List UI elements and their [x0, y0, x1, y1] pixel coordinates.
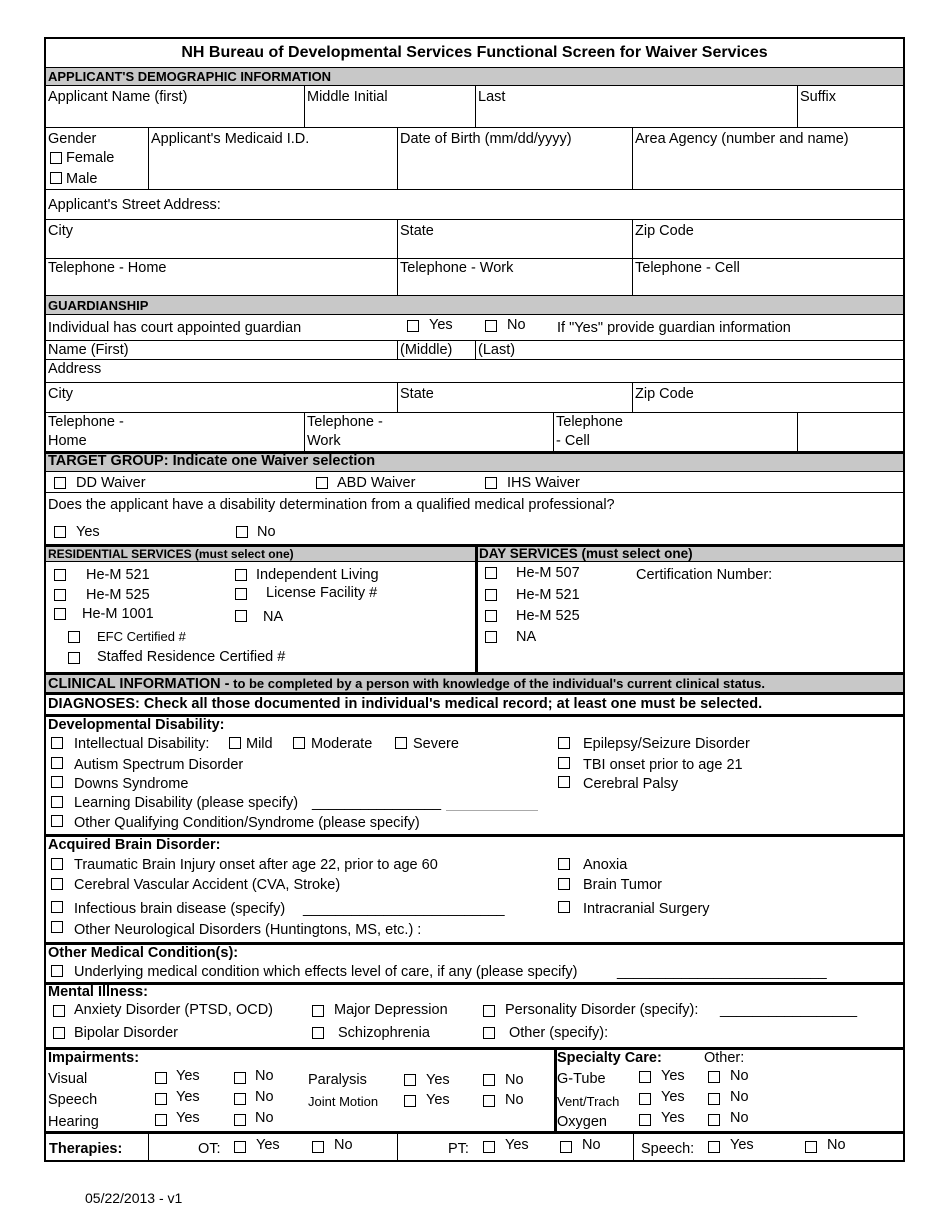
surgery-label: Intracranial Surgery	[583, 901, 710, 917]
res-na-checkbox[interactable]	[235, 610, 247, 622]
severe-label: Severe	[413, 736, 459, 752]
tbi-checkbox[interactable]	[51, 858, 63, 870]
day-cert-number-label: Certification Number:	[636, 567, 773, 583]
learning-specify-line[interactable]: ________________	[312, 795, 442, 811]
disability-no-checkbox[interactable]	[236, 526, 248, 538]
male-label: Male	[66, 171, 98, 187]
day-hem525-label: He-M 525	[516, 608, 580, 624]
infectious-specify-line[interactable]: _________________________	[303, 901, 505, 917]
res-license-checkbox[interactable]	[235, 588, 247, 600]
other-mental-label: Other (specify):	[509, 1025, 609, 1041]
pt-yes-checkbox[interactable]	[483, 1141, 495, 1153]
guardian-tel-cell-label-1: Telephone	[556, 414, 623, 430]
abd-waiver-checkbox[interactable]	[316, 477, 328, 489]
learning-label: Learning Disability (please specify)	[74, 795, 299, 811]
surgery-checkbox[interactable]	[558, 901, 570, 913]
middle-initial-label: Middle Initial	[307, 89, 388, 105]
guardian-no-checkbox[interactable]	[485, 320, 497, 332]
guardian-no-label: No	[507, 317, 526, 333]
oxygen-no-checkbox[interactable]	[708, 1114, 720, 1126]
cva-label: Cerebral Vascular Accident (CVA, Stroke)	[74, 877, 341, 893]
vent-no-label: No	[730, 1089, 749, 1105]
res-hem521-label: He-M 521	[86, 567, 150, 583]
tel-cell-label: Telephone - Cell	[635, 260, 740, 276]
oxygen-yes-checkbox[interactable]	[639, 1114, 651, 1126]
gtube-yes-checkbox[interactable]	[639, 1071, 651, 1083]
res-staffed-label: Staffed Residence Certified #	[97, 649, 286, 665]
schizo-label: Schizophrenia	[338, 1025, 430, 1041]
guardian-tel-home-label-2: Home	[48, 433, 87, 449]
speech-yes-checkbox-therapy[interactable]	[708, 1141, 720, 1153]
res-efc-checkbox[interactable]	[68, 631, 80, 643]
underlying-checkbox[interactable]	[51, 965, 63, 977]
tumor-checkbox[interactable]	[558, 878, 570, 890]
joint-no-label: No	[505, 1092, 524, 1108]
personality-label: Personality Disorder (specify):	[505, 1002, 699, 1018]
target-group-header: TARGET GROUP: Indicate one Waiver selection	[48, 453, 376, 469]
oxygen-yes-label: Yes	[661, 1110, 685, 1126]
day-na-label: NA	[516, 629, 537, 645]
other-mental-checkbox[interactable]	[483, 1027, 495, 1039]
ihs-waiver-checkbox[interactable]	[485, 477, 497, 489]
guardian-tel-work-label-1: Telephone -	[307, 414, 383, 430]
autism-label: Autism Spectrum Disorder	[74, 757, 244, 773]
specialty-care-header: Specialty Care:	[557, 1050, 662, 1066]
vent-yes-label: Yes	[661, 1089, 685, 1105]
hearing-label: Hearing	[48, 1114, 99, 1130]
guardian-city-label: City	[48, 386, 73, 402]
speech-therapy-label: Speech:	[641, 1141, 695, 1157]
res-na-label: NA	[263, 609, 284, 625]
autism-checkbox[interactable]	[51, 757, 63, 769]
tbi-label: Traumatic Brain Injury onset after age 22, prior to age 60	[74, 857, 438, 873]
guardian-last-label: (Last)	[478, 342, 516, 358]
pt-yes-label: Yes	[505, 1137, 529, 1153]
tbi21-label: TBI onset prior to age 21	[583, 757, 743, 773]
pt-label: PT:	[448, 1141, 469, 1157]
severe-checkbox[interactable]	[395, 737, 407, 749]
anxiety-checkbox[interactable]	[53, 1005, 65, 1017]
speech-therapy-no-label: No	[827, 1137, 846, 1153]
paralysis-no-label: No	[505, 1072, 524, 1088]
day-services-header: DAY SERVICES (must select one)	[479, 546, 693, 561]
guardian-tel-home-label-1: Telephone -	[48, 414, 124, 430]
has-guardian-label: Individual has court appointed guardian	[48, 320, 302, 336]
cva-checkbox[interactable]	[51, 878, 63, 890]
hearing-yes-checkbox[interactable]	[155, 1114, 167, 1126]
dd-waiver-label: DD Waiver	[76, 475, 146, 491]
guardian-yes-checkbox[interactable]	[407, 320, 419, 332]
joint-no-checkbox[interactable]	[483, 1095, 495, 1107]
speech-therapy-yes-label: Yes	[730, 1137, 754, 1153]
visual-no-checkbox[interactable]	[234, 1072, 246, 1084]
neuro-label: Other Neurological Disorders (Huntingtons, MS, etc.) :	[74, 922, 422, 938]
speech-yes-label: Yes	[176, 1089, 200, 1105]
therapies-label: Therapies:	[49, 1141, 123, 1157]
zip-label: Zip Code	[635, 223, 694, 239]
personality-checkbox[interactable]	[483, 1005, 495, 1017]
guardian-middle-label: (Middle)	[400, 342, 453, 358]
res-hem525-checkbox[interactable]	[54, 589, 66, 601]
suffix-label: Suffix	[800, 89, 837, 105]
anxiety-label: Anxiety Disorder (PTSD, OCD)	[74, 1002, 274, 1018]
disability-no-label: No	[257, 524, 276, 540]
clinical-header-rest: to be completed by a person with knowledge of the individual's current clinical status.	[229, 676, 765, 691]
ot-no-checkbox[interactable]	[312, 1141, 324, 1153]
ot-yes-checkbox[interactable]	[234, 1141, 246, 1153]
res-hem521-checkbox[interactable]	[54, 569, 66, 581]
clinical-header	[48, 675, 765, 693]
visual-yes-label: Yes	[176, 1068, 200, 1084]
guardian-yes-label: Yes	[429, 317, 453, 333]
personality-specify-line[interactable]: _________________	[720, 1002, 858, 1018]
depression-checkbox[interactable]	[312, 1005, 324, 1017]
gtube-label: G-Tube	[557, 1071, 606, 1087]
joint-motion-label: Joint Motion	[308, 1094, 379, 1109]
moderate-checkbox[interactable]	[293, 737, 305, 749]
impairments-header: Impairments:	[48, 1050, 140, 1066]
res-hem1001-checkbox[interactable]	[54, 608, 66, 620]
guardian-tel-cell-label-2: - Cell	[556, 433, 590, 449]
epilepsy-label: Epilepsy/Seizure Disorder	[583, 736, 750, 752]
speech-no-checkbox-therapy[interactable]	[805, 1141, 817, 1153]
hearing-no-label: No	[255, 1110, 274, 1126]
pt-no-checkbox[interactable]	[560, 1141, 572, 1153]
infectious-label: Infectious brain disease (specify)	[74, 901, 286, 917]
gender-label: Gender	[48, 131, 97, 147]
tel-work-label: Telephone - Work	[400, 260, 514, 276]
ot-yes-label: Yes	[256, 1137, 280, 1153]
learning-checkbox[interactable]	[51, 796, 63, 808]
day-hem507-label: He-M 507	[516, 565, 580, 581]
res-independent-checkbox[interactable]	[235, 569, 247, 581]
disability-yes-label: Yes	[76, 524, 100, 540]
guardianship-header-band	[46, 296, 903, 314]
state-label: State	[400, 223, 434, 239]
day-hem521-label: He-M 521	[516, 587, 580, 603]
hearing-no-checkbox[interactable]	[234, 1114, 246, 1126]
day-hem507-checkbox[interactable]	[485, 567, 497, 579]
first-name-label: Applicant Name (first)	[48, 89, 188, 105]
gtube-no-checkbox[interactable]	[708, 1071, 720, 1083]
female-label: Female	[66, 150, 115, 166]
disability-yes-checkbox[interactable]	[54, 526, 66, 538]
street-address-label: Applicant's Street Address:	[48, 197, 221, 213]
area-agency-label: Area Agency (number and name)	[635, 131, 849, 147]
brain-disorder-header: Acquired Brain Disorder:	[48, 837, 221, 853]
anoxia-label: Anoxia	[583, 857, 628, 873]
paralysis-yes-label: Yes	[426, 1072, 450, 1088]
visual-yes-checkbox[interactable]	[155, 1072, 167, 1084]
guardian-tel-work-label-2: Work	[307, 433, 341, 449]
day-hem521-checkbox[interactable]	[485, 589, 497, 601]
other-qualifying-checkbox[interactable]	[51, 815, 63, 827]
speech-no-checkbox[interactable]	[234, 1093, 246, 1105]
ot-no-label: No	[334, 1137, 353, 1153]
medicaid-id-label: Applicant's Medicaid I.D.	[151, 131, 310, 147]
gtube-no-label: No	[730, 1068, 749, 1084]
diagnoses-instruction: DIAGNOSES: Check all those documented in individual's medical record; at least one must be selected.	[48, 696, 763, 712]
paralysis-label: Paralysis	[308, 1072, 367, 1088]
form-title: NH Bureau of Developmental Services Functional Screen for Waiver Services	[181, 44, 768, 61]
schizo-checkbox[interactable]	[312, 1027, 324, 1039]
disability-determination-question: Does the applicant have a disability determination from a qualified medical professional?	[48, 497, 615, 513]
oxygen-no-label: No	[730, 1110, 749, 1126]
ihs-waiver-label: IHS Waiver	[507, 475, 580, 491]
underlying-label: Underlying medical condition which effects level of care, if any (please specify)	[74, 964, 578, 980]
moderate-label: Moderate	[311, 736, 373, 752]
mild-label: Mild	[246, 736, 273, 752]
demographics-header: APPLICANT'S DEMOGRAPHIC INFORMATION	[48, 69, 332, 84]
underlying-specify-line[interactable]: __________________________	[617, 964, 827, 980]
depression-label: Major Depression	[334, 1002, 448, 1018]
speech-yes-checkbox[interactable]	[155, 1093, 167, 1105]
city-label: City	[48, 223, 73, 239]
downs-label: Downs Syndrome	[74, 776, 189, 792]
guardian-zip-label: Zip Code	[635, 386, 694, 402]
dev-disability-header: Developmental Disability:	[48, 717, 225, 733]
joint-yes-label: Yes	[426, 1092, 450, 1108]
clinical-header-bold: CLINICAL INFORMATION -	[48, 676, 230, 692]
guardian-address-label: Address	[48, 361, 102, 377]
cp-label: Cerebral Palsy	[583, 776, 679, 792]
speech-no-label: No	[255, 1089, 274, 1105]
paralysis-no-checkbox[interactable]	[483, 1074, 495, 1086]
form-version-footer: 05/22/2013 - v1	[85, 1190, 183, 1206]
oxygen-label: Oxygen	[557, 1114, 607, 1130]
res-efc-label: EFC Certified #	[97, 629, 186, 644]
pt-no-label: No	[582, 1137, 601, 1153]
dob-label: Date of Birth (mm/dd/yyyy)	[400, 131, 572, 147]
joint-yes-checkbox[interactable]	[404, 1095, 416, 1107]
specialty-other-label: Other:	[704, 1050, 745, 1066]
intellectual-checkbox[interactable]	[51, 737, 63, 749]
guardian-first-name-label: Name (First)	[48, 342, 129, 358]
bipolar-checkbox[interactable]	[53, 1027, 65, 1039]
tbi21-checkbox[interactable]	[558, 757, 570, 769]
hearing-yes-label: Yes	[176, 1110, 200, 1126]
res-hem525-label: He-M 525	[86, 587, 150, 603]
res-staffed-checkbox[interactable]	[68, 652, 80, 664]
ot-label: OT:	[198, 1141, 221, 1157]
day-na-checkbox[interactable]	[485, 631, 497, 643]
mild-checkbox[interactable]	[229, 737, 241, 749]
infectious-checkbox[interactable]	[51, 901, 63, 913]
other-qualifying-label: Other Qualifying Condition/Syndrome (please specify)	[74, 815, 420, 831]
speech-impairment-label: Speech	[48, 1092, 98, 1108]
last-name-label: Last	[478, 89, 506, 105]
vent-no-checkbox[interactable]	[708, 1093, 720, 1105]
epilepsy-checkbox[interactable]	[558, 737, 570, 749]
guardian-if-yes-note: If "Yes" provide guardian information	[557, 320, 791, 336]
cp-checkbox[interactable]	[558, 776, 570, 788]
vent-label: Vent/Trach	[557, 1094, 620, 1109]
male-checkbox[interactable]	[50, 172, 62, 184]
tumor-label: Brain Tumor	[583, 877, 662, 893]
visual-no-label: No	[255, 1068, 274, 1084]
anoxia-checkbox[interactable]	[558, 858, 570, 870]
abd-waiver-label: ABD Waiver	[337, 475, 416, 491]
res-independent-label-2: License Facility #	[266, 585, 378, 601]
dd-waiver-checkbox[interactable]	[54, 477, 66, 489]
medical-header: Other Medical Condition(s):	[48, 945, 239, 961]
functional-screen-form	[44, 37, 905, 1162]
tel-home-label: Telephone - Home	[48, 260, 167, 276]
guardianship-header: GUARDIANSHIP	[48, 298, 149, 313]
vent-yes-checkbox[interactable]	[639, 1093, 651, 1105]
mental-header: Mental Illness:	[48, 984, 148, 1000]
paralysis-yes-checkbox[interactable]	[404, 1074, 416, 1086]
res-independent-label-1: Independent Living	[256, 567, 379, 583]
gtube-yes-label: Yes	[661, 1068, 685, 1084]
intellectual-label: Intellectual Disability:	[74, 736, 210, 752]
bipolar-label: Bipolar Disorder	[74, 1025, 178, 1041]
female-checkbox[interactable]	[50, 152, 62, 164]
neuro-checkbox[interactable]	[51, 921, 63, 933]
visual-label: Visual	[48, 1071, 88, 1087]
downs-checkbox[interactable]	[51, 776, 63, 788]
day-hem525-checkbox[interactable]	[485, 610, 497, 622]
res-hem1001-label: He-M 1001	[82, 606, 154, 622]
guardian-state-label: State	[400, 386, 434, 402]
residential-header: RESIDENTIAL SERVICES (must select one)	[48, 547, 294, 561]
